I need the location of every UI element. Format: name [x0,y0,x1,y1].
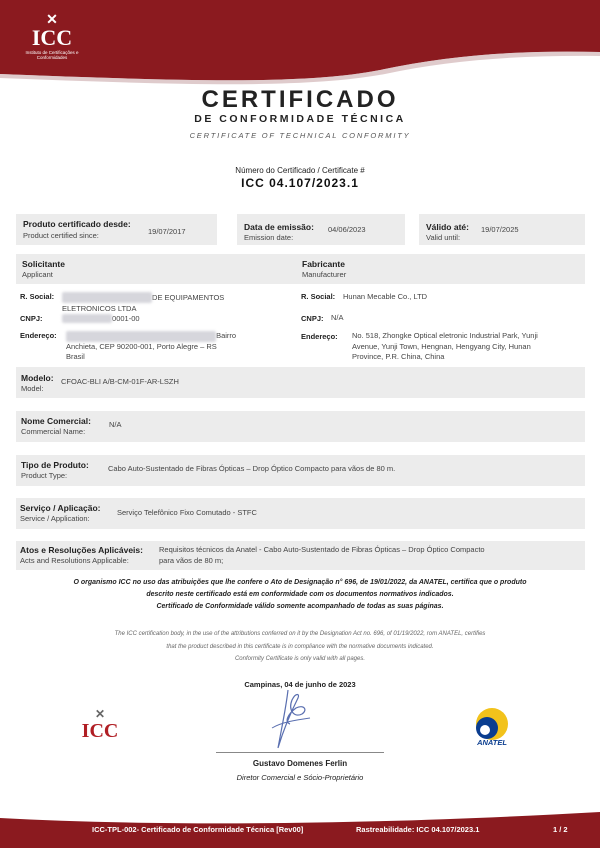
valid-until-box [419,214,585,245]
anatel-logo-text: ANATEL [477,738,507,747]
header-band [0,0,600,90]
place-date: Campinas, 04 de junho de 2023 [244,680,356,689]
signature [266,688,316,754]
model-label: Modelo: [21,373,54,383]
acts-label: Atos e Resoluções Aplicáveis: [20,545,143,555]
applicant-label: Solicitante [22,259,65,269]
applicant-cnpj-label: CNPJ: [20,314,43,323]
acts-label-en: Acts and Resolutions Applicable: [20,556,129,565]
acts-box [16,541,585,570]
service-label: Serviço / Aplicação: [20,503,101,513]
manufacturer-label-en: Manufacturer [302,270,347,279]
footer-page-number: 1 / 2 [553,825,568,834]
cert-number-label: Número do Certificado / Certificate # [235,166,365,175]
product-type-value: Cabo Auto-Sustentado de Fibras Ópticas – Drop Óptico Compacto para vãos de 80 m. [108,464,396,473]
footer-traceability: Rastreabilidade: ICC 04.107/2023.1 [356,825,480,834]
certified-since-value: 19/07/2017 [148,227,186,236]
statement-pt: O organismo ICC no uso das atribuições que lhe confere o Ato de Designação n° 696, de 19/01/2022, da ANATEL, certifica que o produto descrito neste certificado está em conformidade com os documentos normativos indicados. Certificado de Conformidade válido somente acompanhado de todas as suas páginas. [73,579,527,610]
commercial-name-value: N/A [109,420,122,429]
valid-until-label: Válido até: [426,222,469,232]
acts-value: Requisitos técnicos da Anatel - Cabo Auto-Sustentado de Fibras Ópticas – Drop Óptico Compacto para vãos de 80 m; [159,545,485,565]
icc-logo-bottom [76,708,124,742]
certified-since-label: Produto certificado desde: [23,219,131,229]
certified-since-label-en: Product certified since: [23,231,99,240]
model-value: CFOAC-BLI A/B-CM-01F-AR-LSZH [61,377,179,386]
service-value: Serviço Telefônico Fixo Comutado - STFC [117,508,257,517]
valid-until-label-en: Valid until: [426,233,461,242]
applicant-rsocial-value: DE EQUIPAMENTOS ELETRONICOS LTDA [62,293,225,313]
manufacturer-address-label: Endereço: [301,332,338,341]
valid-until-value: 19/07/2025 [481,225,519,234]
commercial-name-label: Nome Comercial: [21,416,91,426]
product-type-label: Tipo de Produto: [21,460,89,470]
applicant-rsocial-label: R. Social: [20,292,55,301]
product-type-box [16,455,585,486]
service-label-en: Service / Application: [20,514,90,523]
manufacturer-label: Fabricante [302,259,345,269]
commercial-name-label-en: Commercial Name: [21,427,86,436]
applicant-address-label: Endereço: [20,331,57,340]
signatory-title: Diretor Comercial e Sócio-Proprietário [236,773,364,782]
icc-logo-text: ICC [31,25,73,50]
manufacturer-cnpj-value: N/A [331,313,344,322]
redacted-block [62,314,112,323]
manufacturer-rsocial-value: Hunan Mecable Co., LTD [343,292,428,301]
commercial-name-box [16,411,585,442]
certified-since-box [16,214,217,245]
emission-date-value: 04/06/2023 [328,225,366,234]
product-type-label-en: Product Type: [21,471,68,480]
manufacturer-cnpj-label: CNPJ: [301,314,324,323]
model-box [16,367,585,398]
document-subtitle: DE CONFORMIDADE TÉCNICA [194,113,406,125]
statement-en: The ICC certification body, in the use of the attributions conferred on it by the Designation Act no. 696, of 01/19/2022, rom ANATEL, certifies that the product described in this certificate is in compliance with the normative documents indicated. Conformity Certificate is only valid with all pages. [114,631,486,662]
applicant-label-en: Applicant [22,270,53,279]
service-box [16,498,585,529]
manufacturer-address-value: No. 518, Zhongke Optical eletronic Industrial Park, Yunji Avenue, Yunji Town, Hengnan, Hengyang City, Hunan Province, P.R. China, China [352,331,538,361]
redacted-block [62,292,152,303]
document-title: CERTIFICADO [201,86,399,113]
emission-date-box [237,214,405,245]
applicant-address-value: Bairro Anchieta, CEP 90200-001, Porto Alegre – RS Brasil [66,331,237,361]
signature-line [216,752,384,753]
emission-date-label: Data de emissão: [244,222,314,232]
model-label-en: Model: [21,384,44,393]
icc-logo [24,12,80,60]
icc-x-icon: ✕ [94,707,106,721]
cert-number: ICC 04.107/2023.1 [241,176,359,190]
icc-logo-subtitle: Instituto de Certificações e Conformidades [25,50,79,60]
manufacturer-rsocial-label: R. Social: [301,292,336,301]
emission-date-label-en: Emission date: [244,233,294,242]
icc-x-icon: ✕ [46,11,58,27]
applicant-cnpj-value: 0001-00 [62,314,140,323]
signatory-name: Gustavo Domenes Ferlin [252,759,348,768]
footer-doc-code: ICC-TPL-002- Certificado de Conformidade Técnica [Rev00] [92,825,304,834]
document-subtitle-en: CERTIFICATE OF TECHNICAL CONFORMITY [189,131,411,140]
parties-header-box [16,254,585,284]
icc-logo-bottom-text: ICC [81,720,119,742]
redacted-block [66,331,216,342]
